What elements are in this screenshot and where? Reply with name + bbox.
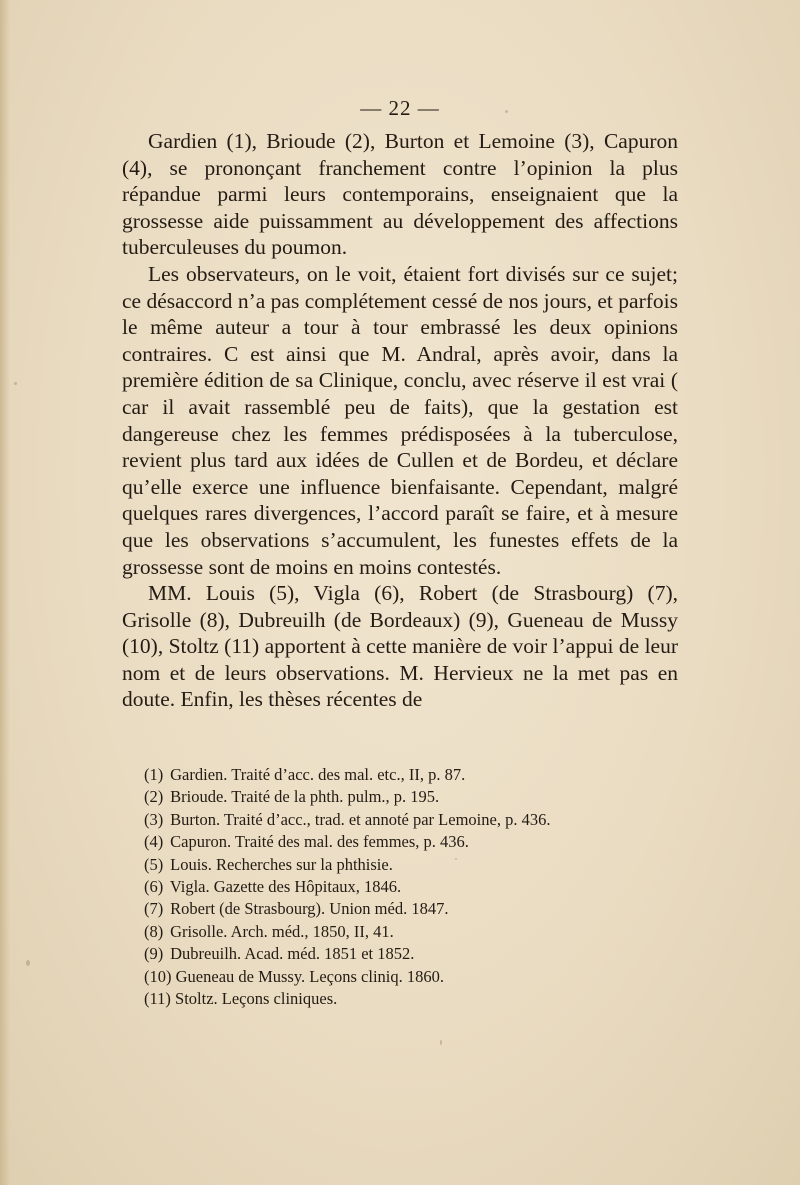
paper-speck — [26, 960, 30, 966]
footnote-text: Dubreuilh. Acad. méd. 1851 et 1852. — [170, 944, 415, 964]
footnote-number: (6) — [144, 877, 164, 897]
footnote — [144, 943, 664, 965]
footnote — [144, 876, 664, 898]
paper-speck — [440, 1040, 442, 1045]
footnote — [144, 854, 664, 876]
footnote-text: Vigla. Gazette des Hôpitaux, 1846. — [169, 877, 402, 897]
footnotes — [144, 764, 664, 1010]
footnote-text: Burton. Traité d’acc., trad. et annoté par Lemoine, p. 436. — [170, 809, 551, 829]
footnote — [144, 966, 664, 988]
footnote-number: (5) — [144, 854, 164, 874]
footnote — [144, 831, 664, 853]
footnote-number: (9) — [144, 944, 164, 964]
paragraph: Les observateurs, on le voit, étaient fort divisés sur ce sujet; ce désaccord n’a pas complétement cessé de nos jours, et parfois le même auteur a tour à tour embrassé les deux opinions contraires. C est ainsi que M. Andral, après avoir, dans la première édition de sa Clinique, conclu, avec réserve il est vrai ( car il avait rassemblé peu de faits), que la gestation est dangereuse chez les femmes prédisposées à la tuberculose, revient plus tard aux idées de Cullen et de Bordeu, et déclare qu’elle exerce une influence bienfaisante. Cependant, malgré quelques rares divergences, l’accord paraît se faire, et à mesure que les observations s’accumulent, les funestes effets de la grossesse sont de moins en moins contestés. — [122, 261, 678, 579]
page-number: — 22 — — [360, 96, 440, 120]
footnote-text: Gardien. Traité d’acc. des mal. etc., II, p. 87. — [170, 765, 466, 784]
paper-speck — [455, 858, 457, 860]
body-text — [122, 128, 678, 713]
footnote-number: (8) — [144, 921, 164, 941]
footnote-number: (10) — [144, 966, 172, 986]
footnote — [144, 809, 664, 831]
footnote — [144, 764, 664, 786]
footnote — [144, 921, 664, 943]
footnote-number: (3) — [144, 809, 164, 829]
footnote-text: Robert (de Strasbourg). Union méd. 1847. — [170, 899, 449, 919]
footnote — [144, 898, 664, 920]
footnote-text: Louis. Recherches sur la phthisie. — [170, 854, 393, 874]
footnote-number: (2) — [144, 787, 164, 807]
footnote-text: Stoltz. Leçons cliniques. — [175, 989, 338, 1009]
paragraph: MM. Louis (5), Vigla (6), Robert (de Strasbourg) (7), Grisolle (8), Dubreuilh (de Bordeaux) (9), Gueneau de Mussy (10), Stoltz (11) apportent à cette manière de voir l’appui de leur nom et de leurs observations. M. Hervieux ne la met pas en doute. Enfin, les thèses récentes de — [122, 581, 678, 712]
footnote-text: Gueneau de Mussy. Leçons cliniq. 1860. — [175, 966, 444, 986]
paper-speck — [14, 382, 17, 385]
paragraph: Gardien (1), Brioude (2), Burton et Lemoine (3), Capuron (4), se prononçant franchement contre l’opinion la plus répandue parmi leurs contemporains, enseignaient que la grossesse aide puissamment au développement des affections tuberculeuses du poumon. — [122, 129, 678, 260]
paper-speck — [505, 110, 508, 113]
footnote-number: (4) — [144, 832, 164, 852]
footnote — [144, 988, 664, 1010]
footnote-number: (7) — [144, 899, 164, 919]
footnote-number: (11) — [144, 989, 171, 1009]
footnote-text: Capuron. Traité des mal. des femmes, p. 436. — [170, 832, 469, 852]
footnote-number: (1) — [144, 765, 164, 784]
footnote-text: Brioude. Traité de la phth. pulm., p. 195. — [170, 787, 440, 807]
footnote — [144, 786, 664, 808]
footnote-text: Grisolle. Arch. méd., 1850, II, 41. — [170, 921, 394, 941]
